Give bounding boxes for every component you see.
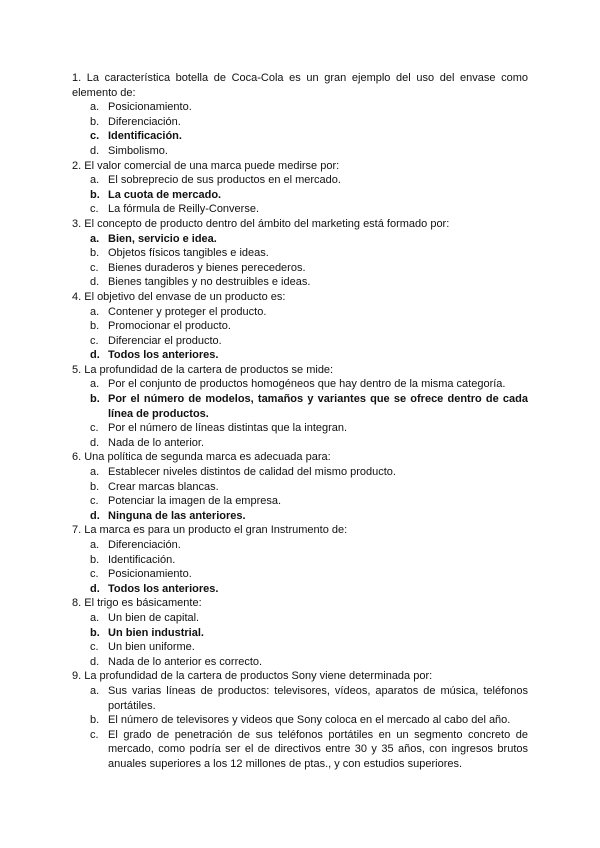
option-letter: b.	[90, 188, 100, 201]
option-text: Diferenciación.	[108, 539, 181, 551]
options-list	[72, 100, 528, 158]
question-text: 8. El trigo es básicamente:	[72, 597, 202, 610]
option-letter: b.	[90, 714, 100, 727]
option-letter: c.	[90, 422, 99, 435]
option-text: Simbolismo.	[108, 144, 168, 157]
option-letter: d.	[90, 436, 100, 449]
option-text: Contener y proteger el producto.	[108, 305, 267, 318]
option-item-correct	[72, 129, 528, 144]
option-letter: d.	[90, 509, 100, 522]
option-text: Promocionar el producto.	[108, 320, 231, 333]
option-item	[72, 538, 528, 553]
option-item	[72, 100, 528, 115]
option-text: La cuota de mercado.	[108, 188, 222, 201]
option-text: Identificación.	[108, 553, 176, 566]
option-item-correct	[72, 232, 528, 247]
option-letter: a.	[90, 539, 100, 551]
option-text: Crear marcas blancas.	[108, 480, 219, 493]
option-text: Diferenciación.	[108, 115, 181, 128]
option-item	[72, 494, 528, 509]
option-item	[72, 655, 528, 670]
option-letter: a.	[90, 611, 100, 624]
question-block	[72, 159, 528, 217]
option-text: Bienes tangibles y no destruibles e ideas.	[108, 276, 311, 289]
option-text: Un bien de capital.	[108, 611, 200, 624]
option-letter: a.	[90, 378, 100, 391]
option-letter: d.	[90, 655, 100, 668]
options-list	[72, 305, 528, 363]
option-letter: a.	[90, 305, 100, 318]
options-list	[72, 684, 528, 772]
question-text: 6. Una política de segunda marca es adecuada para:	[72, 451, 331, 464]
option-item-correct	[72, 188, 528, 203]
option-text: El número de televisores y videos que Sony coloca en el mercado al cabo del año.	[108, 714, 511, 727]
option-letter: d.	[90, 144, 100, 157]
question-block	[72, 290, 528, 363]
question-block	[72, 217, 528, 290]
option-letter: b.	[90, 480, 100, 493]
question-text: 2. El valor comercial de una marca puede medirse por:	[72, 159, 340, 172]
option-item	[72, 684, 528, 713]
option-item	[72, 553, 528, 568]
option-text: Todos los anteriores.	[108, 582, 219, 595]
option-item	[72, 334, 528, 349]
options-list	[72, 232, 528, 290]
option-letter: c.	[90, 495, 99, 508]
question-text: 5. La profundidad de la cartera de productos se mide:	[72, 363, 334, 376]
option-letter: b.	[90, 115, 100, 128]
question-block	[72, 450, 528, 523]
options-list	[72, 538, 528, 596]
option-item	[72, 480, 528, 495]
question-block	[72, 363, 528, 451]
option-item	[72, 728, 528, 772]
option-text: Ninguna de las anteriores.	[108, 509, 246, 522]
option-text: El grado de penetración de sus teléfonos portátiles en un segmento concreto de mercado, como podría ser el de directivos entre 30 y 35 años, con ingresos brutos anuales superiores a los 12 millones de ptas., y con estudios superiores.	[108, 728, 528, 770]
option-text: Por el número de modelos, tamaños y variantes que se ofrece dentro de cada línea de productos.	[108, 393, 528, 420]
option-letter: d.	[90, 582, 100, 595]
option-letter: c.	[90, 568, 99, 581]
question-block	[72, 523, 528, 596]
option-item	[72, 465, 528, 480]
option-text: El sobreprecio de sus productos en el mercado.	[108, 174, 341, 187]
option-text: Todos los anteriores.	[108, 349, 219, 362]
question-block	[72, 596, 528, 669]
options-list	[72, 611, 528, 669]
option-letter: c.	[90, 261, 99, 274]
option-letter: a.	[90, 174, 100, 187]
question-text: 9. La profundidad de la cartera de productos Sony viene determinada por:	[72, 670, 433, 683]
option-item	[72, 115, 528, 130]
option-text: Nada de lo anterior es correcto.	[108, 655, 263, 668]
question-block	[72, 669, 528, 771]
option-letter: b.	[90, 247, 100, 260]
option-item	[72, 640, 528, 655]
option-text: Posicionamiento.	[108, 101, 192, 114]
option-item	[72, 377, 528, 392]
option-item	[72, 319, 528, 334]
options-list	[72, 173, 528, 217]
option-text: Por el número de líneas distintas que la integran.	[108, 422, 348, 435]
option-item	[72, 202, 528, 217]
question-text: 4. El objetivo del envase de un producto es:	[72, 290, 286, 303]
option-letter: a.	[90, 232, 100, 245]
option-item-correct	[72, 582, 528, 597]
option-item-correct	[72, 626, 528, 641]
option-text: Establecer niveles distintos de calidad del mismo producto.	[108, 466, 396, 479]
option-text: Identificación.	[108, 130, 182, 143]
question-text: 7. La marca es para un producto el gran Instrumento de:	[72, 524, 348, 537]
option-letter: b.	[90, 626, 100, 639]
option-letter: a.	[90, 684, 100, 697]
option-text: Sus varias líneas de productos: televisores, vídeos, aparatos de música, teléfonos portátiles.	[108, 684, 528, 712]
option-text: Un bien industrial.	[108, 626, 204, 639]
options-list	[72, 377, 528, 450]
option-text: Posicionamiento.	[108, 568, 192, 581]
option-letter: a.	[90, 101, 100, 114]
option-text: La fórmula de Reilly-Converse.	[108, 203, 260, 216]
option-letter: c.	[90, 728, 99, 741]
option-text: Un bien uniforme.	[108, 641, 195, 654]
option-text: Bien, servicio e idea.	[108, 232, 217, 245]
option-item	[72, 275, 528, 290]
option-item	[72, 436, 528, 451]
option-text: Diferenciar el producto.	[108, 334, 222, 347]
option-item-correct	[72, 348, 528, 363]
question-text: 1. La característica botella de Coca-Cola es un gran ejemplo del uso del envase como elemento de:	[72, 72, 528, 99]
options-list	[72, 465, 528, 523]
option-text: Por el conjunto de productos homogéneos que hay dentro de la misma categoría.	[108, 378, 506, 391]
option-text: Potenciar la imagen de la empresa.	[108, 495, 282, 508]
option-text: Objetos físicos tangibles e ideas.	[108, 247, 269, 260]
question-block	[72, 71, 528, 159]
option-letter: c.	[90, 641, 99, 654]
option-item-correct	[72, 509, 528, 524]
option-letter: b.	[90, 320, 100, 333]
option-item	[72, 305, 528, 320]
option-text: Bienes duraderos y bienes perecederos.	[108, 261, 306, 274]
option-item	[72, 144, 528, 159]
option-item	[72, 246, 528, 261]
option-letter: c.	[90, 130, 100, 143]
option-item	[72, 261, 528, 276]
option-letter: c.	[90, 203, 99, 216]
option-letter: b.	[90, 553, 100, 566]
option-item	[72, 173, 528, 188]
option-item	[72, 713, 528, 728]
option-letter: d.	[90, 349, 100, 362]
option-letter: b.	[90, 393, 100, 406]
option-item	[72, 567, 528, 582]
question-text: 3. El concepto de producto dentro del ámbito del marketing está formado por:	[72, 217, 450, 230]
option-item-correct	[72, 392, 528, 421]
option-text: Nada de lo anterior.	[108, 436, 205, 449]
option-letter: d.	[90, 276, 100, 289]
option-letter: a.	[90, 466, 100, 479]
option-letter: c.	[90, 334, 99, 347]
option-item	[72, 611, 528, 626]
option-item	[72, 421, 528, 436]
